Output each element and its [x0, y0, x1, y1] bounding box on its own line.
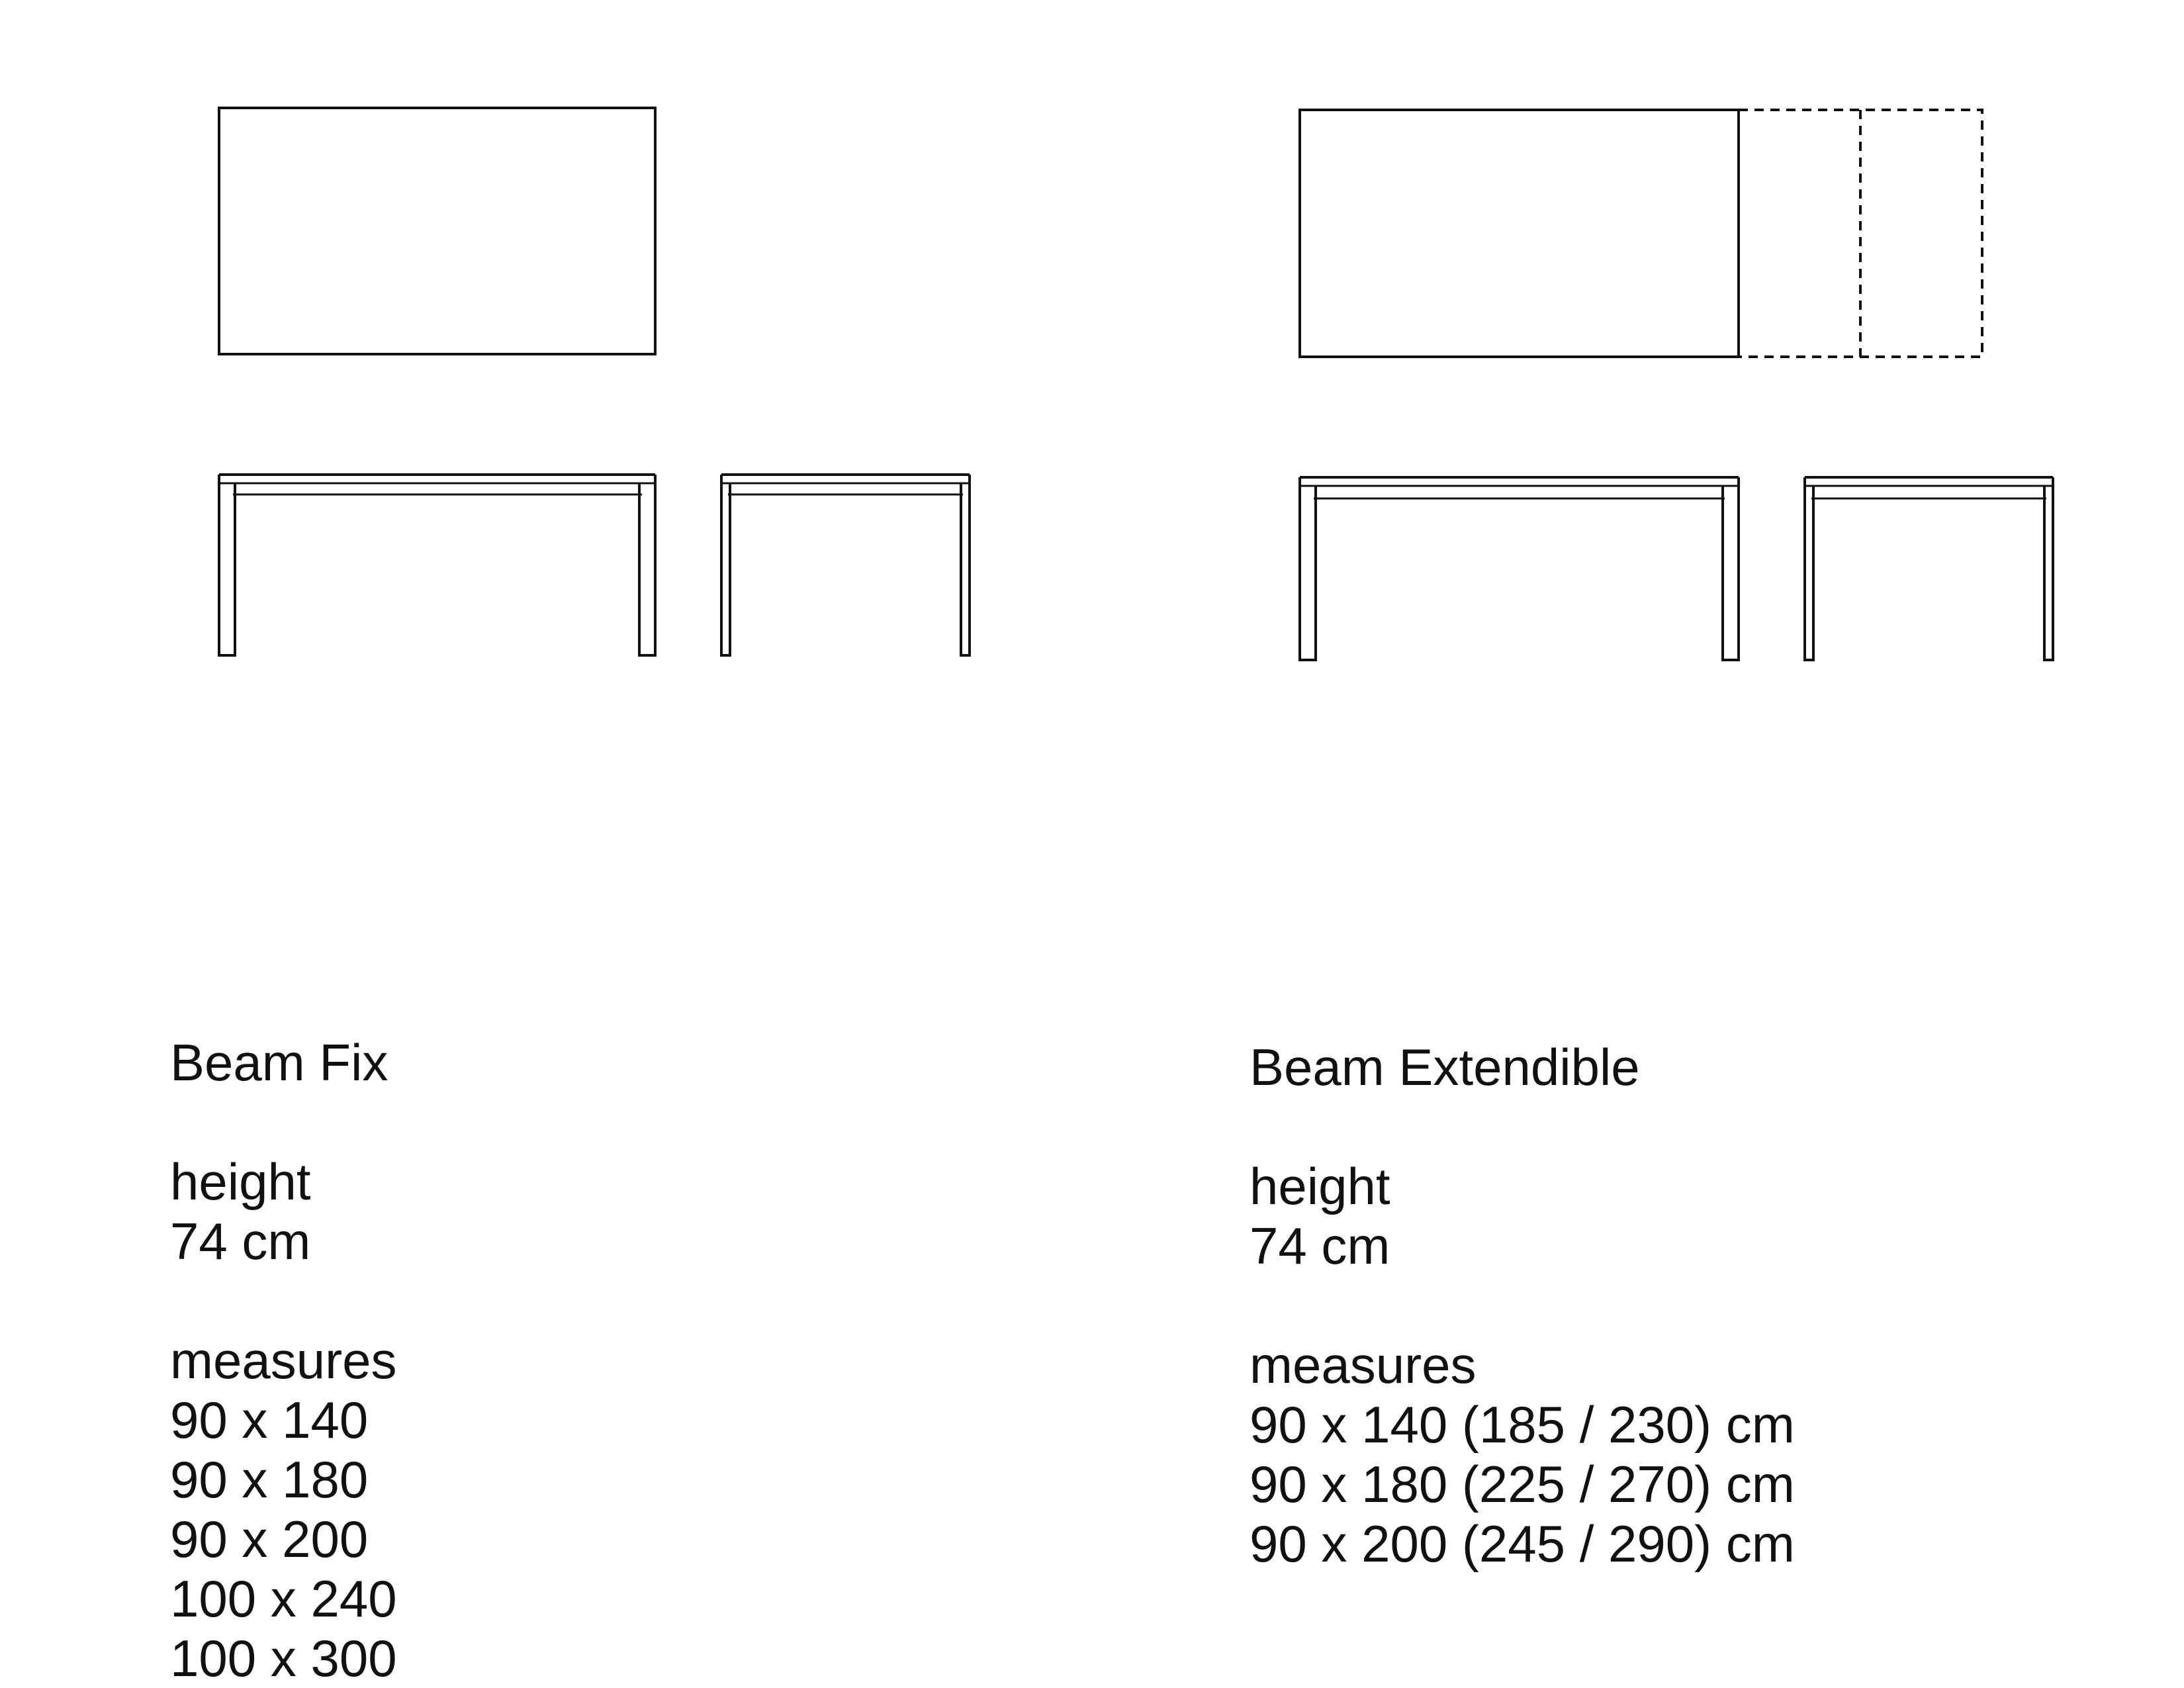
measures-label: measures: [1250, 1336, 1477, 1394]
spacer: [170, 1271, 397, 1331]
ext-side-view: [1805, 477, 2053, 660]
beam-extendible-specs: [1250, 1037, 1795, 1573]
measure-item: 90 x 180: [170, 1450, 369, 1509]
measure-item: 100 x 300: [170, 1629, 397, 1687]
fix-front-view: [219, 475, 655, 655]
measure-item: 90 x 200 (245 / 290) cm: [1250, 1515, 1795, 1573]
spacer: [1250, 1276, 1795, 1335]
height-label: height: [170, 1152, 311, 1211]
height-value: 74 cm: [1250, 1217, 1390, 1275]
product-title: Beam Extendible: [1250, 1038, 1640, 1096]
table-drawings: [0, 0, 2184, 728]
measures-label: measures: [170, 1331, 397, 1389]
height-value: 74 cm: [170, 1212, 311, 1270]
fix-side-view: [721, 475, 970, 655]
fix-top-view: [219, 108, 655, 354]
product-title: Beam Fix: [170, 1033, 388, 1092]
measure-item: 90 x 140 (185 / 230) cm: [1250, 1395, 1795, 1454]
measure-item: 90 x 200: [170, 1510, 369, 1568]
measure-item: 100 x 240: [170, 1570, 397, 1628]
measure-item: 90 x 180 (225 / 270) cm: [1250, 1455, 1795, 1513]
height-label: height: [1250, 1157, 1390, 1215]
beam-fix-specs: [170, 1033, 397, 1688]
measure-item: 90 x 140: [170, 1391, 369, 1449]
ext-top-view: [1300, 110, 1982, 357]
ext-front-view: [1300, 477, 1739, 660]
